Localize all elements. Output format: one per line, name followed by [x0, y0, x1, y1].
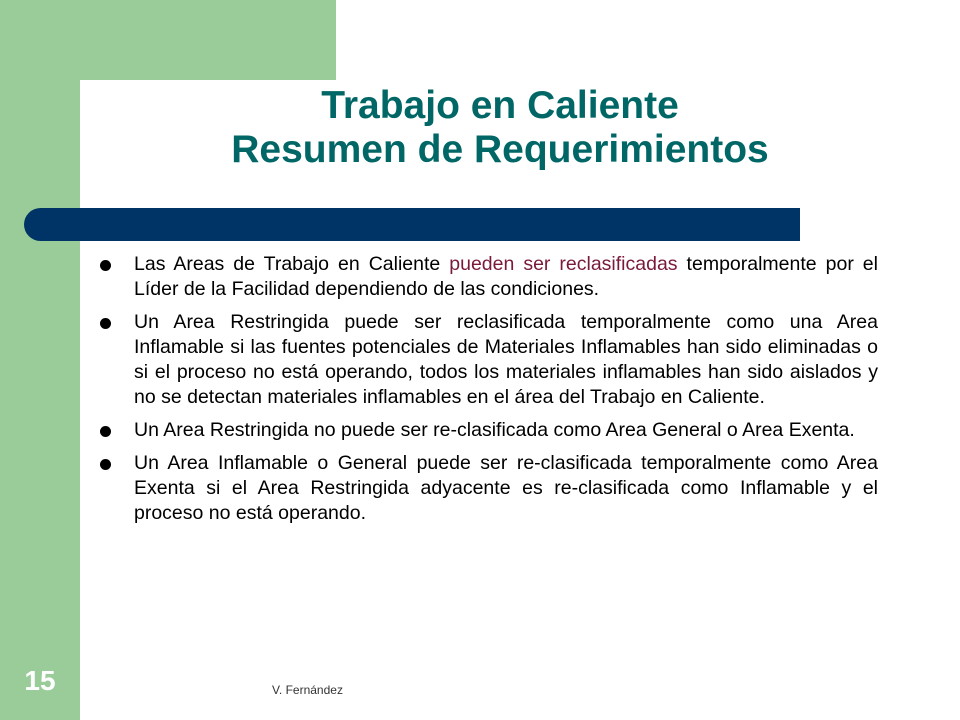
bullet-dot-icon — [100, 459, 111, 470]
bullet-text: Un Area Inflamable o General puede ser re-clasificada temporalmente como Area Exenta si el Area Restringida adyacente es re-clasificada como Inflamable y el proceso no está operando. — [134, 452, 878, 524]
bullet-item — [98, 451, 878, 526]
bullet-text-after: temporalmente por el Líder de la Facilidad dependiendo de las condiciones. — [134, 253, 878, 300]
bullet-list — [98, 252, 878, 534]
author-footer: V. Fernández — [272, 683, 343, 697]
left-green-band — [0, 0, 80, 720]
bullet-dot-icon — [100, 260, 111, 271]
bullet-item — [98, 252, 878, 302]
bullet-text: Un Area Restringida no puede ser re-clasificada como Area General o Area Exenta. — [134, 419, 855, 441]
slide-number: 15 — [24, 665, 56, 696]
bullet-text: Un Area Restringida puede ser reclasificada temporalmente como una Area Inflamable si las fuentes potenciales de Materiales Inflamables han sido eliminadas o si el proceso no está operando, todos los materiales inflamables han sido aislados y no se detectan materiales inflamables en el área del Trabajo en Caliente. — [134, 311, 878, 408]
bullet-highlight-text: pueden ser reclasificadas — [449, 253, 678, 275]
title-line-1: Trabajo en Caliente — [321, 84, 679, 127]
slide-title — [170, 84, 830, 172]
top-green-band — [0, 0, 336, 80]
bullet-item — [98, 310, 878, 410]
title-divider-bar — [24, 208, 800, 241]
title-line-2: Resumen de Requerimientos — [231, 128, 769, 171]
bullet-dot-icon — [100, 318, 111, 329]
bullet-item — [98, 418, 878, 443]
bullet-dot-icon — [100, 426, 111, 437]
bullet-text-before: Las Areas de Trabajo en Caliente — [134, 253, 450, 275]
